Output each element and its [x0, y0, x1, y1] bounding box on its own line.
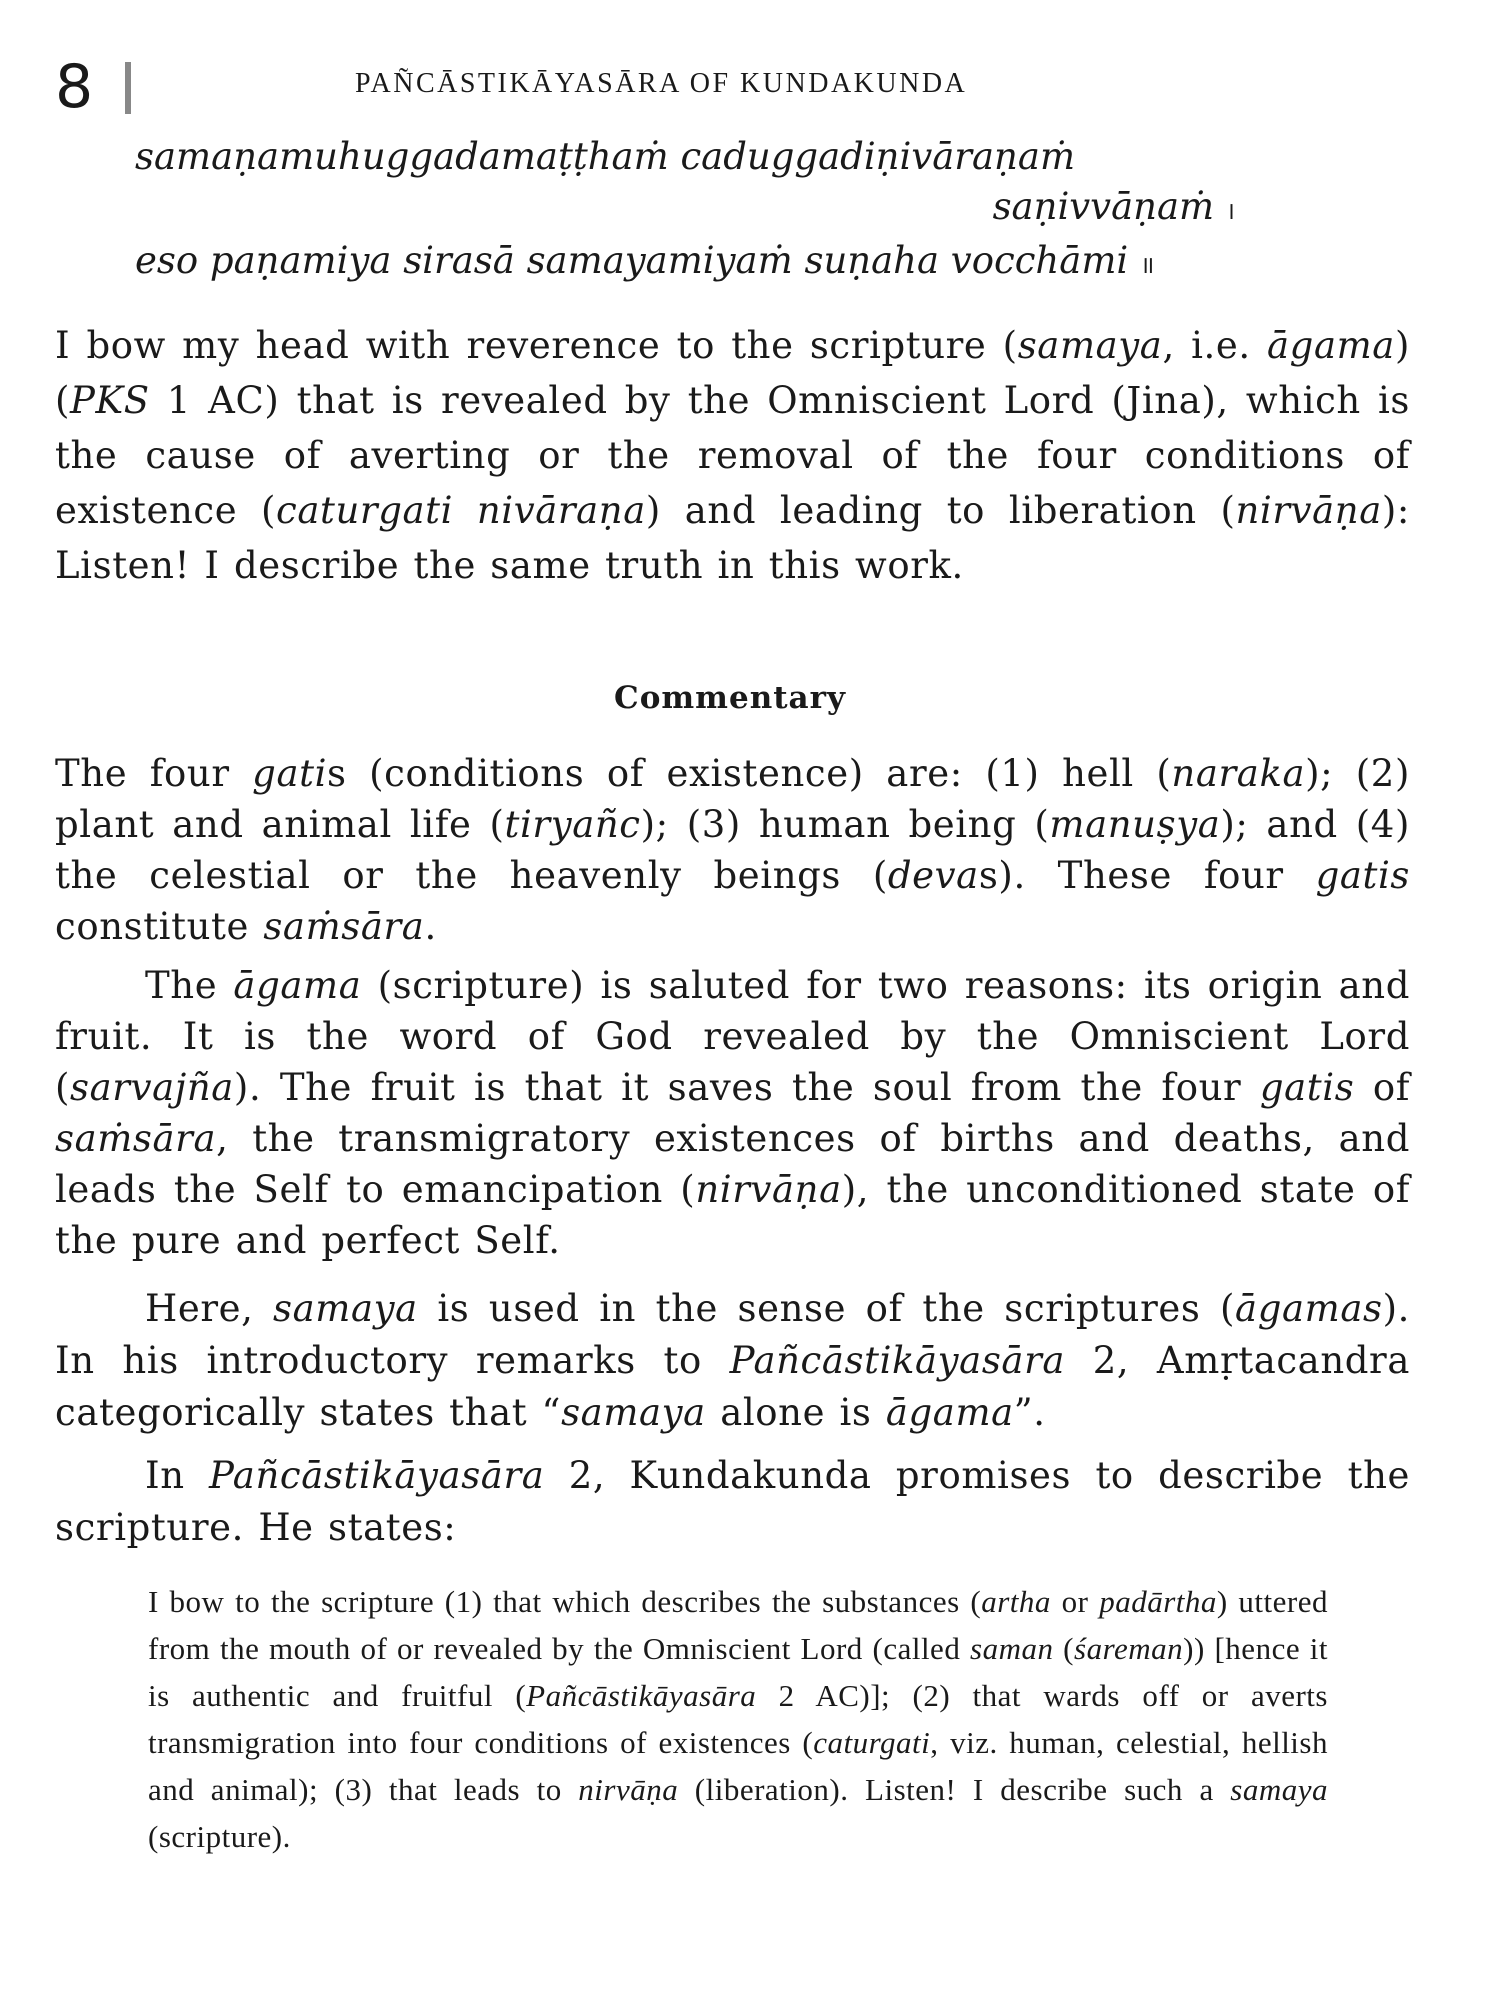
header-divider	[125, 62, 131, 114]
double-danda-mark: ॥	[1140, 251, 1155, 279]
commentary-paragraph-4: In Pañcāstikāyasāra 2, Kundakunda promises to describe the scripture. He states:	[55, 1454, 1410, 1549]
verse-line-2: eso paṇamiya sirasā samayamiyaṁ suṇaha vocchāmi ॥	[135, 239, 1155, 282]
page-number: 8	[55, 52, 94, 122]
verse-line-1-cont: saṇivvāṇaṁ ।	[992, 185, 1235, 228]
verse-translation: I bow my head with reverence to the scripture (samaya, i.e. āgama) (PKS 1 AC) that is revealed by the Omniscient Lord (Jina), which is the cause of averting or the removal of the four conditions of existence (caturgati nivāraṇa) and leading to liberation (nirvāṇa): Listen! I describe the same truth in this work.	[55, 324, 1410, 587]
verse-line-1: samaṇamuhuggadamaṭṭhaṁ caduggadiṇivāraṇaṁ	[135, 135, 1076, 178]
page-header	[55, 52, 1455, 122]
danda-mark: ।	[1225, 197, 1235, 225]
prakrit-verse	[135, 132, 1255, 290]
commentary-paragraph-2: The āgama (scripture) is saluted for two reasons: its origin and fruit. It is the word of God revealed by the Omniscient Lord (sarvajña). The fruit is that it saves the soul from the four gatis of saṁsāra, the transmigratory existences of births and deaths, and leads the Self to emancipation (nirvāṇa), the unconditioned state of the pure and perfect Self.	[55, 964, 1410, 1262]
commentary-paragraph-3: Here, samaya is used in the sense of the scriptures (āgamas). In his introductory remarks to Pañcāstikāyasāra 2, Amṛtacandra categorically states that “samaya alone is āgama”.	[55, 1287, 1410, 1434]
running-title: PAÑCĀSTIKĀYASĀRA OF KUNDAKUNDA	[355, 68, 968, 99]
block-quote: I bow to the scripture (1) that which describes the substances (artha or padārtha) uttered from the mouth of or revealed by the Omniscient Lord (called saman (śareman)) [hence it is authentic and fruitful (Pañcāstikāyasāra 2 AC)]; (2) that wards off or averts transmigration into four conditions of existences (caturgati, viz. human, celestial, hellish and animal); (3) that leads to nirvāṇa (liberation). Listen! I describe such a samaya (scripture).	[148, 1584, 1329, 1854]
commentary-heading: Commentary	[614, 680, 846, 716]
commentary-paragraph-1: The four gatis (conditions of existence) are: (1) hell (naraka); (2) plant and animal life (tiryañc); (3) human being (manuṣya); and (4) the celestial or the heavenly beings (devas). These four gatis constitute saṁsāra.	[55, 752, 1410, 948]
